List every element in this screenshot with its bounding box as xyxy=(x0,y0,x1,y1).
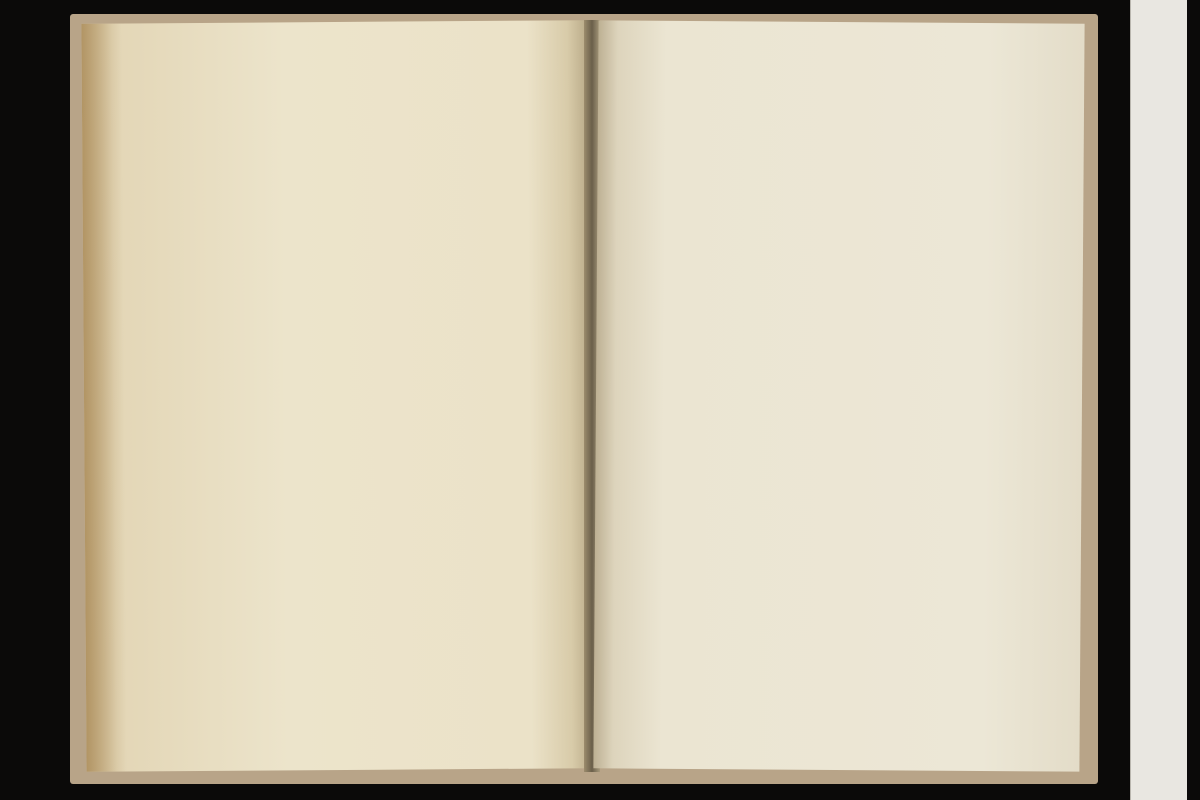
right-page xyxy=(593,20,1084,771)
page-edge-stain xyxy=(81,23,126,771)
measuring-ruler xyxy=(1130,0,1187,800)
left-page xyxy=(81,20,592,772)
